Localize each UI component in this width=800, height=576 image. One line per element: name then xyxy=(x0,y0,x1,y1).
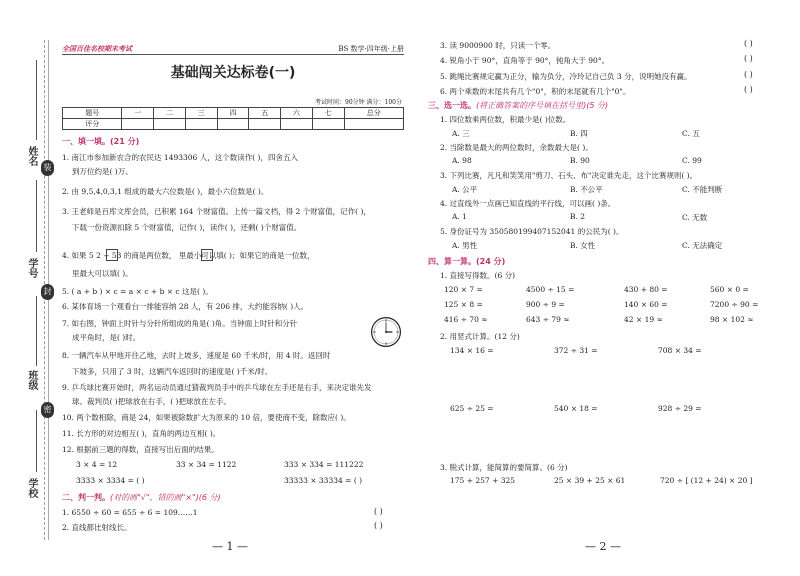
answer-paren[interactable]: ( ) xyxy=(374,507,383,516)
choice-option[interactable]: A. 1 xyxy=(452,212,467,221)
score-cell: 总分 xyxy=(344,108,404,119)
section-3-note: (将正确答案的序号填在括号里)(5 分) xyxy=(476,101,609,110)
score-table-score-row xyxy=(63,119,404,130)
answer-paren[interactable]: ( ) xyxy=(374,521,383,530)
question-line: 8. 一辆汽车从甲地开往乙地，去时上坡多，速度是 60 千米/时，用 4 时。返回时 xyxy=(62,351,331,360)
choice-option[interactable]: B. 不公平 xyxy=(570,185,603,194)
vertical-calc: 625 ÷ 25 = xyxy=(450,404,494,413)
choice-option[interactable]: A. 公平 xyxy=(452,185,478,194)
score-cell: 五 xyxy=(249,108,281,119)
question-line: 下载一份资源扣除 5 个财富值，记作( )，读作( )，还剩( )个财富值。 xyxy=(72,223,302,232)
choice-option[interactable]: B. 四 xyxy=(570,129,588,138)
mental-calc: 42 × 19 ≈ xyxy=(624,315,663,324)
judge-question: 1. 6550 ÷ 60 = 655 ÷ 6 = 109……1 xyxy=(62,508,198,517)
choice-question: 1. 四位数乘两位数，积最少是( )位数。 xyxy=(440,115,571,124)
pattern-equation: 3333 × 3334 = ( ) xyxy=(76,476,145,485)
question-line: 1. 南江市参加新农合的农民达 1493306 人，这个数读作( )，四舍五入 xyxy=(62,153,298,162)
vertical-calc: 928 ÷ 29 = xyxy=(658,404,702,413)
score-input-cell[interactable] xyxy=(122,119,154,130)
step-calc: 175 + 257 + 325 xyxy=(450,476,516,485)
left-page xyxy=(62,0,412,576)
seal-mark-zhuang: 装 xyxy=(41,160,54,176)
choice-option[interactable]: B. 女性 xyxy=(570,241,596,250)
edition-label: BS 数学·四年级·上册 xyxy=(338,45,404,53)
choice-option[interactable]: C. 无法确定 xyxy=(682,241,723,250)
score-cell: 题号 xyxy=(63,108,122,119)
choice-question: 2. 当除数是最大的两位数时，余数最大是( )。 xyxy=(440,143,593,152)
question-line: 9. 乒乓球比赛开始时，两名运动员通过猜裁判员手中的乒乓球在左手还是右手，来决定谁先发 xyxy=(62,383,372,392)
subsection-title: 2. 用竖式计算。(12 分) xyxy=(440,332,520,341)
choice-option[interactable]: A. 男性 xyxy=(452,241,478,250)
judge-question: 2. 直线都比射线长。 xyxy=(62,523,132,532)
question-line: 下坡多，只用了 3 时，这辆汽车返回时的速度是( )千米/时。 xyxy=(72,367,273,376)
name-label: 姓名 xyxy=(26,146,37,166)
right-page xyxy=(420,0,790,576)
exam-time-info: 考试时间：90分钟 满分：100分 xyxy=(315,99,402,106)
question-line: 11. 长方形的对边相互( )，直角的两边互相( )。 xyxy=(62,429,221,438)
score-input-cell[interactable] xyxy=(217,119,249,130)
question-line: 7. 如右图，钟面上时针与分针所组成的角是( )角。当钟面上时针和分针 xyxy=(62,319,298,328)
score-input-cell[interactable] xyxy=(249,119,281,130)
student-id-field[interactable] xyxy=(36,180,37,252)
name-field[interactable] xyxy=(36,60,37,140)
score-input-cell[interactable] xyxy=(281,119,313,130)
score-input-cell[interactable] xyxy=(344,119,404,130)
step-calc: 720 ÷ [ (12 + 24) × 20 ] xyxy=(660,476,753,485)
section-3-heading xyxy=(428,100,608,111)
score-cell: 六 xyxy=(281,108,313,119)
score-cell: 三 xyxy=(185,108,217,119)
question-line: 球。裁判员( )把球放在右手，( )把球放在左手。 xyxy=(72,397,231,406)
score-cell: 一 xyxy=(122,108,154,119)
student-id-label: 学号 xyxy=(26,258,37,278)
choice-option[interactable]: A. 三 xyxy=(452,129,470,138)
choice-option[interactable]: C. 五 xyxy=(682,129,700,138)
vertical-calc: 708 × 34 = xyxy=(658,346,702,355)
subsection-title: 3. 脱式计算，能简算的要简算。(6 分) xyxy=(440,463,568,472)
mental-calc: 643 ÷ 79 ≈ xyxy=(526,315,570,324)
judge-question: 5. 跳绳比赛规定赢为正分，输为负分，冷玲记自己负 3 分，说明她没有赢。 xyxy=(440,72,692,81)
section-2-title: 二、判一判。 xyxy=(62,493,110,502)
seal-mark-feng: 封 xyxy=(41,284,54,300)
mental-calc: 4500 ÷ 15 = xyxy=(526,285,575,294)
pattern-equation: 33 × 34 = 1122 xyxy=(176,460,237,469)
seal-mark-mi: 密 xyxy=(41,402,54,418)
score-input-cell[interactable] xyxy=(154,119,186,130)
choice-option[interactable]: B. 90 xyxy=(570,156,590,165)
section-2-note: (对的画"√"，错的画"×")(6 分) xyxy=(110,493,221,502)
question-line: 成平角时，是( )时。 xyxy=(72,333,141,342)
section-1-heading: 一、填一填。(21 分) xyxy=(62,137,140,146)
step-calc: 25 × 39 + 25 × 61 xyxy=(554,476,626,485)
question-line: 5. ( a + b ) × c = a × c + b × c 这是( )。 xyxy=(62,287,213,296)
answer-paren[interactable]: ( ) xyxy=(744,70,753,79)
score-cell: 二 xyxy=(154,108,186,119)
page-number: — 1 — xyxy=(212,540,248,553)
header-rule xyxy=(62,54,404,55)
question-line: 10. 两个数相除，商是 24，如果被除数扩大为原来的 10 倍，要使商不变，除数应( )。 xyxy=(62,413,351,422)
mental-calc: 900 ÷ 9 = xyxy=(526,300,565,309)
judge-question: 3. 读 9000900 时，只读一个零。 xyxy=(440,41,556,50)
score-cell: 评分 xyxy=(63,119,122,130)
score-input-cell[interactable] xyxy=(312,119,344,130)
question-line: 到万位约是( )万。 xyxy=(72,167,133,176)
school-field[interactable] xyxy=(36,410,37,472)
choice-option[interactable]: C. 不能判断 xyxy=(682,185,723,194)
question-line: 4. 如果 5 2 + 53 的商是两位数， 里最小可以填( )；如果它的商是一位数， xyxy=(62,251,315,260)
section-3-title: 三、选一选。 xyxy=(428,101,476,110)
answer-paren[interactable]: ( ) xyxy=(744,39,753,48)
class-label: 班级 xyxy=(26,370,37,390)
digit-blank-box[interactable] xyxy=(106,249,118,261)
mental-calc: 430 + 80 = xyxy=(624,285,668,294)
mental-calc: 140 × 60 = xyxy=(624,300,668,309)
page-number: — 2 — xyxy=(585,540,621,553)
mental-calc: 560 × 0 = xyxy=(710,285,749,294)
school-label: 学校 xyxy=(26,478,37,498)
pattern-equation: 333 × 334 = 111222 xyxy=(284,460,364,469)
choice-option[interactable]: A. 98 xyxy=(452,156,472,165)
clock-face-icon xyxy=(370,316,402,348)
subsection-title: 1. 直接写得数。(6 分) xyxy=(440,271,516,280)
question-line: 2. 由 9,5,4,0,3,1 组成的最大六位数是( )，最小六位数是( )。 xyxy=(62,187,269,196)
choice-option[interactable]: C. 99 xyxy=(682,156,702,165)
mental-calc: 416 ÷ 70 ≈ xyxy=(444,315,488,324)
judge-question: 6. 两个乘数的末尾共有几个"0"，积的末尾就有几个"0"。 xyxy=(440,87,631,96)
mental-calc: 120 × 7 = xyxy=(444,285,483,294)
question-line: 12. 根据前三题的得数，直接写出后面的结果。 xyxy=(62,445,219,454)
question-line: 3. 王老师是百库文库会员，已积累 164 个财富值。上传一篇文档，得 2 个财富值，记作( )， xyxy=(62,207,371,216)
score-table xyxy=(62,107,404,130)
exam-banner: 全国百佳名校期末考试 xyxy=(62,44,132,53)
digit-blank-box[interactable] xyxy=(201,249,213,261)
vertical-calc: 540 × 18 = xyxy=(554,404,598,413)
question-line: 6. 某体育场一个观看台一排能容纳 28 人，有 206 排，大约能容纳( )人。 xyxy=(62,302,309,311)
answer-paren[interactable]: ( ) xyxy=(744,54,753,63)
question-line: 里最大可以填( )。 xyxy=(72,269,133,278)
judge-question: 4. 锐角小于 90°，直角等于 90°，钝角大于 90°。 xyxy=(440,56,610,65)
choice-option[interactable]: C. 无数 xyxy=(682,213,708,222)
mental-calc: 98 × 102 ≈ xyxy=(710,315,754,324)
choice-question: 3. 下列比赛，凡凡和笑笑用"剪刀、石头、布"决定谁先走，这个比赛规则( )。 xyxy=(440,171,698,180)
score-cell: 七 xyxy=(312,108,344,119)
vertical-calc: 372 ÷ 31 = xyxy=(554,346,598,355)
pattern-equation: 3 × 4 = 12 xyxy=(76,460,118,469)
choice-question: 5. 身份证号为 350580199407152041 的公民为( )。 xyxy=(440,227,624,236)
choice-option[interactable]: B. 2 xyxy=(570,212,586,221)
score-input-cell[interactable] xyxy=(185,119,217,130)
mental-calc: 7200 ÷ 90 = xyxy=(710,300,759,309)
class-field[interactable] xyxy=(36,296,37,366)
pattern-equation: 33333 × 33334 = ( ) xyxy=(284,476,363,485)
vertical-calc: 134 × 16 = xyxy=(450,346,494,355)
score-cell: 四 xyxy=(217,108,249,119)
answer-paren[interactable]: ( ) xyxy=(744,85,753,94)
mental-calc: 125 × 8 = xyxy=(444,300,483,309)
page-title: 基础闯关达标卷(一) xyxy=(170,65,296,81)
score-table-header-row xyxy=(63,108,404,119)
choice-question: 4. 过直线外一点画已知直线的平行线，可以画( )条。 xyxy=(440,199,616,208)
binding-strip xyxy=(0,0,58,576)
section-2-heading xyxy=(62,492,221,503)
section-4-heading: 四、算一算。(24 分) xyxy=(428,257,506,266)
